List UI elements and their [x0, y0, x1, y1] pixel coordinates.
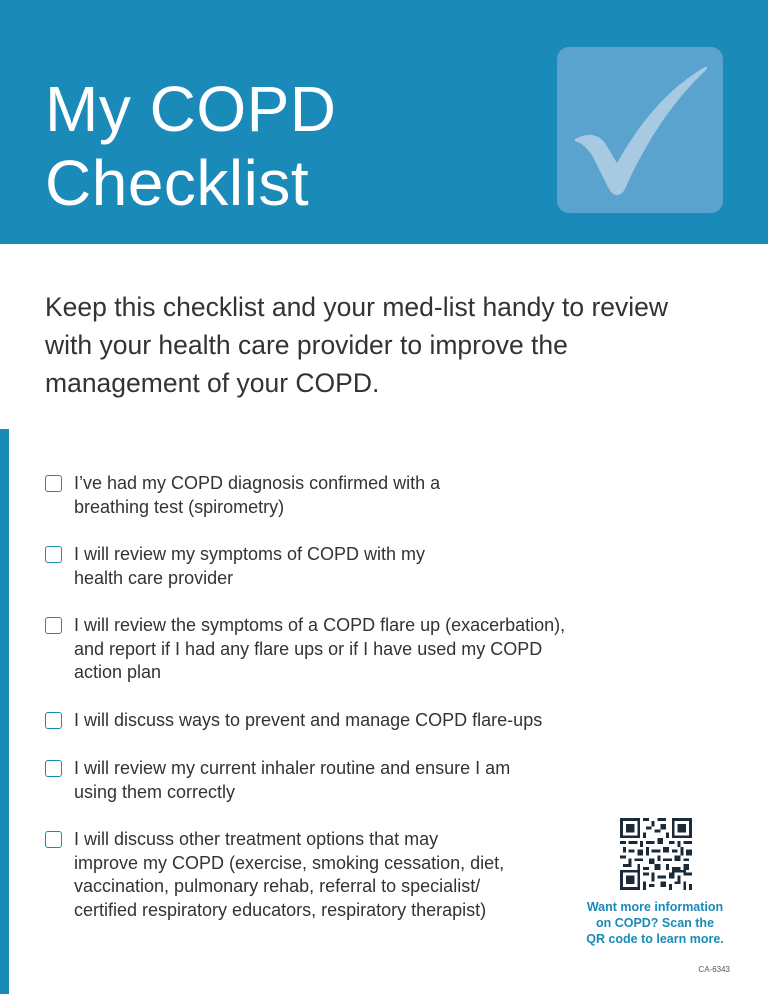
checklist-item-text: I will review my current inhaler routine and ensure I am using them correctly: [74, 758, 511, 802]
checklist-item-text: I will review my symptoms of COPD with my health care provider: [74, 544, 426, 588]
checklist-item[interactable]: [45, 828, 504, 922]
qr-code-icon[interactable]: [620, 818, 692, 890]
checkbox[interactable]: [45, 831, 62, 848]
checklist-item-text: I will review the symptoms of a COPD flare up (exacerbation), and report if I had any flare ups or if I have used my COPD action plan: [74, 615, 566, 682]
qr-caption: Want more information on COPD? Scan the QR code to learn more.: [586, 900, 724, 946]
document-code: CA-6343: [698, 965, 730, 974]
checkbox[interactable]: [45, 546, 62, 563]
header-banner: [0, 0, 768, 244]
side-accent-bar: [0, 429, 9, 994]
checklist-item[interactable]: [45, 614, 565, 685]
page-title: [45, 72, 337, 220]
checklist-item[interactable]: [45, 543, 425, 590]
intro-paragraph: Keep this checklist and your med-list handy to review with your health care provider to improve the management of your COPD.: [45, 292, 669, 398]
checkbox[interactable]: [45, 617, 62, 634]
title-line-1: My COPD: [45, 73, 337, 145]
checkmark-tile: [557, 47, 723, 213]
checkbox[interactable]: [45, 712, 62, 729]
checklist-item-text: I will discuss ways to prevent and manage COPD flare-ups: [74, 710, 543, 730]
checklist-item[interactable]: [45, 709, 542, 733]
title-line-2: Checklist: [45, 147, 310, 219]
checklist-item[interactable]: [45, 472, 440, 519]
checklist-item-text: I will discuss other treatment options that may improve my COPD (exercise, smoking cessation, diet, vaccination, pulmonary rehab, referral to specialist/ certified respiratory educators, respiratory therapist): [74, 829, 505, 920]
checklist-item-text: I’ve had my COPD diagnosis confirmed with a breathing test (spirometry): [74, 473, 441, 517]
checkbox[interactable]: [45, 760, 62, 777]
checkbox[interactable]: [45, 475, 62, 492]
checklist-item[interactable]: [45, 757, 510, 804]
checkmark-icon: [557, 47, 723, 213]
